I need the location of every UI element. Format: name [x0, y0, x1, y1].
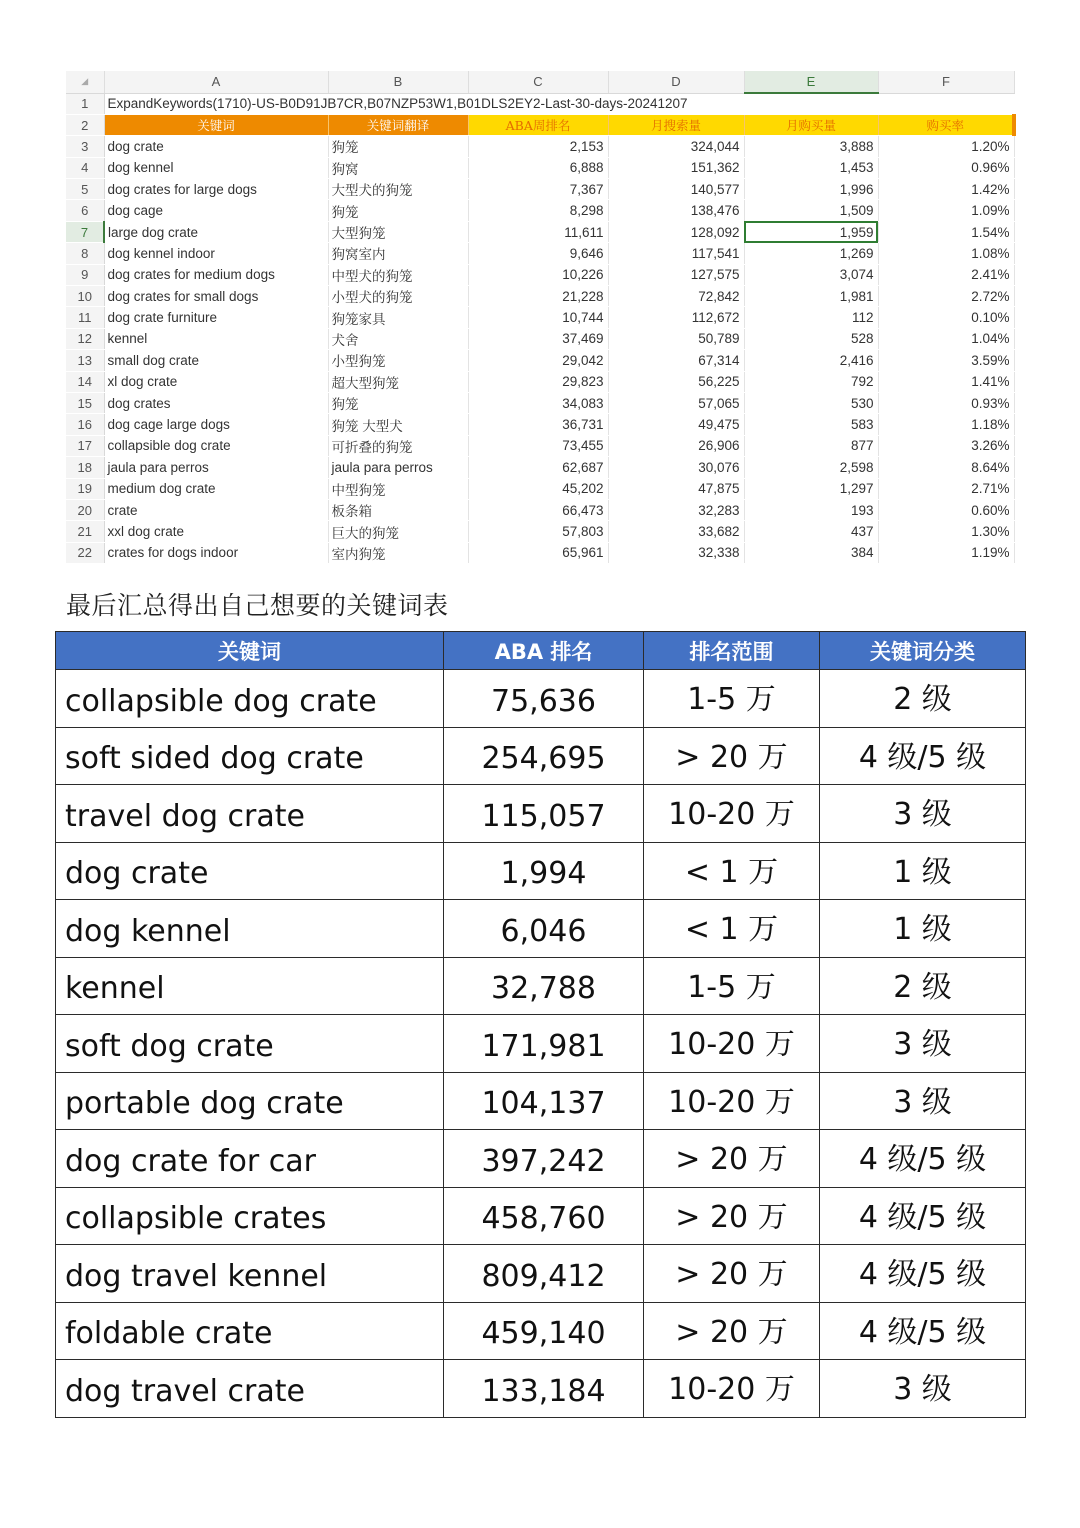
sheet-row [66, 457, 1014, 478]
monthly-search-cell[interactable]: 30,076 [608, 457, 744, 478]
summary-aba-rank: 1,994 [444, 842, 644, 900]
keyword-cell[interactable]: dog crates for large dogs [104, 179, 328, 200]
column-header-f[interactable]: F [878, 71, 1014, 93]
sheet-row [66, 328, 1014, 349]
aba-rank-cell[interactable]: 9,646 [468, 243, 608, 264]
summary-row [56, 1245, 1026, 1303]
purchase-rate-cell[interactable]: 8.64% [878, 457, 1014, 478]
summary-aba-rank: 458,760 [444, 1187, 644, 1245]
summary-rank-range: > 20 万 [644, 1130, 820, 1188]
header-keyword[interactable]: 关键词 [104, 114, 328, 135]
summary-rank-range: < 1 万 [644, 842, 820, 900]
purchase-rate-cell[interactable]: 1.08% [878, 243, 1014, 264]
keyword-cell[interactable]: dog kennel indoor [104, 243, 328, 264]
summary-rank-range: < 1 万 [644, 900, 820, 958]
monthly-purchase-cell[interactable]: 528 [744, 328, 878, 349]
monthly-purchase-cell[interactable]: 3,074 [744, 264, 878, 285]
monthly-purchase-cell[interactable]: 1,453 [744, 157, 878, 178]
purchase-rate-cell[interactable]: 1.54% [878, 221, 1014, 242]
monthly-search-cell[interactable]: 32,338 [608, 542, 744, 563]
translation-cell[interactable]: 犬舍 [328, 328, 468, 349]
monthly-search-cell[interactable]: 138,476 [608, 200, 744, 221]
purchase-rate-cell[interactable]: 1.41% [878, 371, 1014, 392]
sheet-row [66, 264, 1014, 285]
row-number[interactable]: 4 [66, 157, 104, 178]
monthly-search-cell[interactable]: 49,475 [608, 414, 744, 435]
summary-aba-rank: 171,981 [444, 1015, 644, 1073]
translation-cell[interactable]: 小型狗笼 [328, 350, 468, 371]
monthly-purchase-cell[interactable]: 1,996 [744, 179, 878, 200]
sheet-row [66, 350, 1014, 371]
sheet-title-cell[interactable]: ExpandKeywords(1710)-US-B0D91JB7CR,B07NZP53W1,B01DLS2EY2-Last-30-days-20241207 [104, 93, 1014, 114]
summary-row [56, 1360, 1026, 1418]
summary-aba-rank: 75,636 [444, 670, 644, 728]
translation-cell[interactable]: 大型狗笼 [328, 221, 468, 242]
monthly-search-cell[interactable]: 67,314 [608, 350, 744, 371]
aba-rank-cell[interactable]: 37,469 [468, 328, 608, 349]
summary-aba-rank: 459,140 [444, 1302, 644, 1360]
keyword-cell[interactable]: dog kennel [104, 157, 328, 178]
row-number[interactable]: 11 [66, 307, 104, 328]
aba-rank-cell[interactable]: 21,228 [468, 286, 608, 307]
monthly-search-cell[interactable]: 50,789 [608, 328, 744, 349]
aba-rank-cell[interactable]: 10,744 [468, 307, 608, 328]
aba-rank-cell[interactable]: 11,611 [468, 221, 608, 242]
sheet-row [66, 478, 1014, 499]
purchase-rate-cell[interactable]: 2.72% [878, 286, 1014, 307]
summary-keyword-class: 4 级/5 级 [820, 1302, 1026, 1360]
summary-keyword: portable dog crate [56, 1072, 444, 1130]
summary-row [56, 1130, 1026, 1188]
keyword-cell[interactable]: kennel [104, 328, 328, 349]
monthly-search-cell[interactable]: 112,672 [608, 307, 744, 328]
summary-keyword: dog travel kennel [56, 1245, 444, 1303]
active-cell[interactable]: 1,959 [744, 221, 878, 242]
summary-row [56, 1302, 1026, 1360]
sheet-row [66, 221, 1014, 242]
keyword-cell[interactable]: dog crates [104, 392, 328, 413]
sheet-data-rows [66, 136, 1014, 564]
monthly-search-cell[interactable]: 127,575 [608, 264, 744, 285]
purchase-rate-cell[interactable]: 2.71% [878, 478, 1014, 499]
summary-keyword-class: 4 级/5 级 [820, 1245, 1026, 1303]
row-number[interactable]: 15 [66, 392, 104, 413]
row-number[interactable]: 8 [66, 243, 104, 264]
column-header-row [66, 71, 1014, 93]
summary-keyword-class: 3 级 [820, 1360, 1026, 1418]
translation-cell[interactable]: 狗笼 [328, 136, 468, 157]
aba-rank-cell[interactable]: 66,473 [468, 499, 608, 520]
monthly-purchase-cell[interactable]: 1,297 [744, 478, 878, 499]
spreadsheet-grid [66, 71, 1016, 564]
summary-rank-range: 10-20 万 [644, 1072, 820, 1130]
summary-header-keyword: 关键词 [56, 632, 444, 670]
row-number[interactable]: 13 [66, 350, 104, 371]
sheet-row [66, 521, 1014, 542]
summary-header-keyword-class: 关键词分类 [820, 632, 1026, 670]
monthly-search-cell[interactable]: 26,906 [608, 435, 744, 456]
sheet-row [66, 179, 1014, 200]
purchase-rate-cell[interactable]: 1.09% [878, 200, 1014, 221]
summary-header-aba-rank: ABA 排名 [444, 632, 644, 670]
summary-keyword-class: 3 级 [820, 1072, 1026, 1130]
summary-rank-range: > 20 万 [644, 1187, 820, 1245]
row-number[interactable]: 22 [66, 542, 104, 563]
aba-rank-cell[interactable]: 65,961 [468, 542, 608, 563]
summary-aba-rank: 6,046 [444, 900, 644, 958]
monthly-purchase-cell[interactable]: 384 [744, 542, 878, 563]
keyword-cell[interactable]: small dog crate [104, 350, 328, 371]
purchase-rate-cell[interactable]: 1.42% [878, 179, 1014, 200]
summary-aba-rank: 104,137 [444, 1072, 644, 1130]
sheet-row [66, 414, 1014, 435]
summary-row [56, 957, 1026, 1015]
aba-rank-cell[interactable]: 57,803 [468, 521, 608, 542]
purchase-rate-cell[interactable]: 3.59% [878, 350, 1014, 371]
summary-keyword-class: 4 级/5 级 [820, 1187, 1026, 1245]
keyword-cell[interactable]: dog crate furniture [104, 307, 328, 328]
row-number[interactable]: 12 [66, 328, 104, 349]
translation-cell[interactable]: 狗窝室内 [328, 243, 468, 264]
translation-cell[interactable]: 小型犬的狗笼 [328, 286, 468, 307]
summary-keyword-class: 1 级 [820, 900, 1026, 958]
summary-row [56, 842, 1026, 900]
monthly-purchase-cell[interactable]: 2,598 [744, 457, 878, 478]
keyword-cell[interactable]: dog crates for medium dogs [104, 264, 328, 285]
row-number[interactable]: 3 [66, 136, 104, 157]
summary-row [56, 1015, 1026, 1073]
summary-keyword-class: 2 级 [820, 670, 1026, 728]
summary-keyword: collapsible crates [56, 1187, 444, 1245]
aba-rank-cell[interactable]: 73,455 [468, 435, 608, 456]
monthly-search-cell[interactable]: 117,541 [608, 243, 744, 264]
row-number[interactable]: 14 [66, 371, 104, 392]
keyword-cell[interactable]: crate [104, 499, 328, 520]
summary-aba-rank: 32,788 [444, 957, 644, 1015]
summary-rank-range: > 20 万 [644, 1302, 820, 1360]
translation-cell[interactable]: 大型犬的狗笼 [328, 179, 468, 200]
monthly-purchase-cell[interactable]: 877 [744, 435, 878, 456]
row-number[interactable]: 17 [66, 435, 104, 456]
aba-rank-cell[interactable]: 29,042 [468, 350, 608, 371]
aba-rank-cell[interactable]: 10,226 [468, 264, 608, 285]
monthly-purchase-cell[interactable]: 3,888 [744, 136, 878, 157]
keyword-cell[interactable]: crates for dogs indoor [104, 542, 328, 563]
monthly-purchase-cell[interactable]: 112 [744, 307, 878, 328]
summary-keyword: dog crate for car [56, 1130, 444, 1188]
row-number[interactable]: 19 [66, 478, 104, 499]
summary-caption: 最后汇总得出自己想要的关键词表 [66, 591, 449, 620]
select-all-corner[interactable]: ◢ [66, 71, 104, 93]
monthly-search-cell[interactable]: 128,092 [608, 221, 744, 242]
keyword-cell[interactable]: dog crate [104, 136, 328, 157]
monthly-search-cell[interactable]: 140,577 [608, 179, 744, 200]
sheet-row [66, 286, 1014, 307]
keyword-cell[interactable]: large dog crate [104, 221, 328, 242]
row-number[interactable]: 9 [66, 264, 104, 285]
summary-aba-rank: 115,057 [444, 785, 644, 843]
row-number[interactable]: 2 [66, 114, 104, 135]
purchase-rate-cell[interactable]: 2.41% [878, 264, 1014, 285]
summary-keyword: dog kennel [56, 900, 444, 958]
sheet-row [66, 136, 1014, 157]
column-header-e[interactable]: E [744, 71, 878, 93]
summary-keyword-class: 2 级 [820, 957, 1026, 1015]
summary-row [56, 670, 1026, 728]
sheet-row [66, 499, 1014, 520]
translation-cell[interactable]: 板条箱 [328, 499, 468, 520]
summary-keyword: kennel [56, 957, 444, 1015]
summary-row [56, 785, 1026, 843]
row-number[interactable]: 18 [66, 457, 104, 478]
monthly-search-cell[interactable]: 57,065 [608, 392, 744, 413]
monthly-search-cell[interactable]: 72,842 [608, 286, 744, 307]
monthly-purchase-cell[interactable]: 437 [744, 521, 878, 542]
summary-keyword: dog crate [56, 842, 444, 900]
keyword-cell[interactable]: collapsible dog crate [104, 435, 328, 456]
keyword-cell[interactable]: dog cage [104, 200, 328, 221]
summary-aba-rank: 133,184 [444, 1360, 644, 1418]
keyword-cell[interactable]: medium dog crate [104, 478, 328, 499]
row-number[interactable]: 1 [66, 93, 104, 114]
sheet-row [66, 435, 1014, 456]
sheet-row [66, 371, 1014, 392]
title-row [66, 93, 1014, 114]
sheet-row [66, 200, 1014, 221]
column-header-b[interactable]: B [328, 71, 468, 93]
header-monthly-search[interactable]: 月搜索量 [608, 114, 744, 135]
translation-cell[interactable]: 可折叠的狗笼 [328, 435, 468, 456]
purchase-rate-cell[interactable]: 1.19% [878, 542, 1014, 563]
row-number[interactable]: 7 [66, 221, 104, 242]
header-aba-weekly-rank[interactable]: ABA周排名 [468, 114, 608, 135]
purchase-rate-cell[interactable]: 0.60% [878, 499, 1014, 520]
summary-aba-rank: 397,242 [444, 1130, 644, 1188]
translation-cell[interactable]: 室内狗笼 [328, 542, 468, 563]
summary-keyword-class: 3 级 [820, 785, 1026, 843]
summary-keyword-class: 3 级 [820, 1015, 1026, 1073]
purchase-rate-cell[interactable]: 0.93% [878, 392, 1014, 413]
aba-rank-cell[interactable]: 29,823 [468, 371, 608, 392]
summary-aba-rank: 809,412 [444, 1245, 644, 1303]
purchase-rate-cell[interactable]: 0.96% [878, 157, 1014, 178]
summary-keyword: foldable crate [56, 1302, 444, 1360]
translation-cell[interactable]: 狗笼 [328, 392, 468, 413]
monthly-search-cell[interactable]: 56,225 [608, 371, 744, 392]
summary-rank-range: > 20 万 [644, 727, 820, 785]
purchase-rate-cell[interactable]: 1.30% [878, 521, 1014, 542]
row-number[interactable]: 5 [66, 179, 104, 200]
summary-row [56, 727, 1026, 785]
monthly-purchase-cell[interactable]: 2,416 [744, 350, 878, 371]
purchase-rate-cell[interactable]: 0.10% [878, 307, 1014, 328]
summary-header-row [56, 632, 1026, 670]
monthly-search-cell[interactable]: 33,682 [608, 521, 744, 542]
row-number[interactable]: 16 [66, 414, 104, 435]
header-translation[interactable]: 关键词翻译 [328, 114, 468, 135]
purchase-rate-cell[interactable]: 1.18% [878, 414, 1014, 435]
column-header-a[interactable]: A [104, 71, 328, 93]
summary-keyword: travel dog crate [56, 785, 444, 843]
keyword-summary-table [55, 631, 1026, 1418]
summary-keyword: soft sided dog crate [56, 727, 444, 785]
monthly-search-cell[interactable]: 47,875 [608, 478, 744, 499]
aba-rank-cell[interactable]: 34,083 [468, 392, 608, 413]
sheet-row [66, 157, 1014, 178]
summary-rank-range: 10-20 万 [644, 785, 820, 843]
keyword-cell[interactable]: jaula para perros [104, 457, 328, 478]
monthly-purchase-cell[interactable]: 193 [744, 499, 878, 520]
aba-rank-cell[interactable]: 62,687 [468, 457, 608, 478]
header-purchase-rate[interactable]: 购买率 [878, 114, 1014, 135]
column-header-d[interactable]: D [608, 71, 744, 93]
summary-keyword-class: 1 级 [820, 842, 1026, 900]
monthly-purchase-cell[interactable]: 1,269 [744, 243, 878, 264]
translation-cell[interactable]: 超大型狗笼 [328, 371, 468, 392]
keyword-cell[interactable]: xl dog crate [104, 371, 328, 392]
summary-keyword: collapsible dog crate [56, 670, 444, 728]
sheet-row [66, 243, 1014, 264]
summary-row [56, 1187, 1026, 1245]
monthly-search-cell[interactable]: 151,362 [608, 157, 744, 178]
translation-cell[interactable]: 中型狗笼 [328, 478, 468, 499]
column-header-c[interactable]: C [468, 71, 608, 93]
monthly-purchase-cell[interactable]: 792 [744, 371, 878, 392]
summary-header-rank-range: 排名范围 [644, 632, 820, 670]
summary-row [56, 1072, 1026, 1130]
translation-cell[interactable]: 中型犬的狗笼 [328, 264, 468, 285]
summary-rank-range: 10-20 万 [644, 1360, 820, 1418]
summary-keyword-class: 4 级/5 级 [820, 727, 1026, 785]
translation-cell[interactable]: 狗笼家具 [328, 307, 468, 328]
sheet-row [66, 542, 1014, 563]
spreadsheet-screenshot [66, 71, 1014, 568]
summary-rank-range: 10-20 万 [644, 1015, 820, 1073]
monthly-search-cell[interactable]: 32,283 [608, 499, 744, 520]
summary-keyword-class: 4 级/5 级 [820, 1130, 1026, 1188]
keyword-cell[interactable]: dog crates for small dogs [104, 286, 328, 307]
translation-cell[interactable]: 狗笼 大型犬 [328, 414, 468, 435]
sheet-row [66, 307, 1014, 328]
monthly-purchase-cell[interactable]: 1,981 [744, 286, 878, 307]
summary-keyword: soft dog crate [56, 1015, 444, 1073]
monthly-purchase-cell[interactable]: 1,509 [744, 200, 878, 221]
translation-cell[interactable]: 狗笼 [328, 200, 468, 221]
keyword-cell[interactable]: dog cage large dogs [104, 414, 328, 435]
purchase-rate-cell[interactable]: 1.20% [878, 136, 1014, 157]
keyword-cell[interactable]: xxl dog crate [104, 521, 328, 542]
monthly-purchase-cell[interactable]: 530 [744, 392, 878, 413]
monthly-search-cell[interactable]: 324,044 [608, 136, 744, 157]
summary-rank-range: > 20 万 [644, 1245, 820, 1303]
header-monthly-purchase[interactable]: 月购买量 [744, 114, 878, 135]
monthly-purchase-cell[interactable]: 583 [744, 414, 878, 435]
summary-rank-range: 1-5 万 [644, 957, 820, 1015]
aba-rank-cell[interactable]: 7,367 [468, 179, 608, 200]
aba-rank-cell[interactable]: 45,202 [468, 478, 608, 499]
summary-row [56, 900, 1026, 958]
aba-rank-cell[interactable]: 36,731 [468, 414, 608, 435]
translation-cell[interactable]: 狗窝 [328, 157, 468, 178]
aba-rank-cell[interactable]: 6,888 [468, 157, 608, 178]
translation-cell[interactable]: jaula para perros [328, 457, 468, 478]
header-row [66, 114, 1014, 135]
translation-cell[interactable]: 巨大的狗笼 [328, 521, 468, 542]
row-number[interactable]: 6 [66, 200, 104, 221]
purchase-rate-cell[interactable]: 3.26% [878, 435, 1014, 456]
row-number[interactable]: 20 [66, 499, 104, 520]
aba-rank-cell[interactable]: 8,298 [468, 200, 608, 221]
summary-rows [56, 670, 1026, 1418]
aba-rank-cell[interactable]: 2,153 [468, 136, 608, 157]
row-number[interactable]: 21 [66, 521, 104, 542]
summary-aba-rank: 254,695 [444, 727, 644, 785]
summary-rank-range: 1-5 万 [644, 670, 820, 728]
row-number[interactable]: 10 [66, 286, 104, 307]
purchase-rate-cell[interactable]: 1.04% [878, 328, 1014, 349]
summary-keyword: dog travel crate [56, 1360, 444, 1418]
sheet-row [66, 392, 1014, 413]
